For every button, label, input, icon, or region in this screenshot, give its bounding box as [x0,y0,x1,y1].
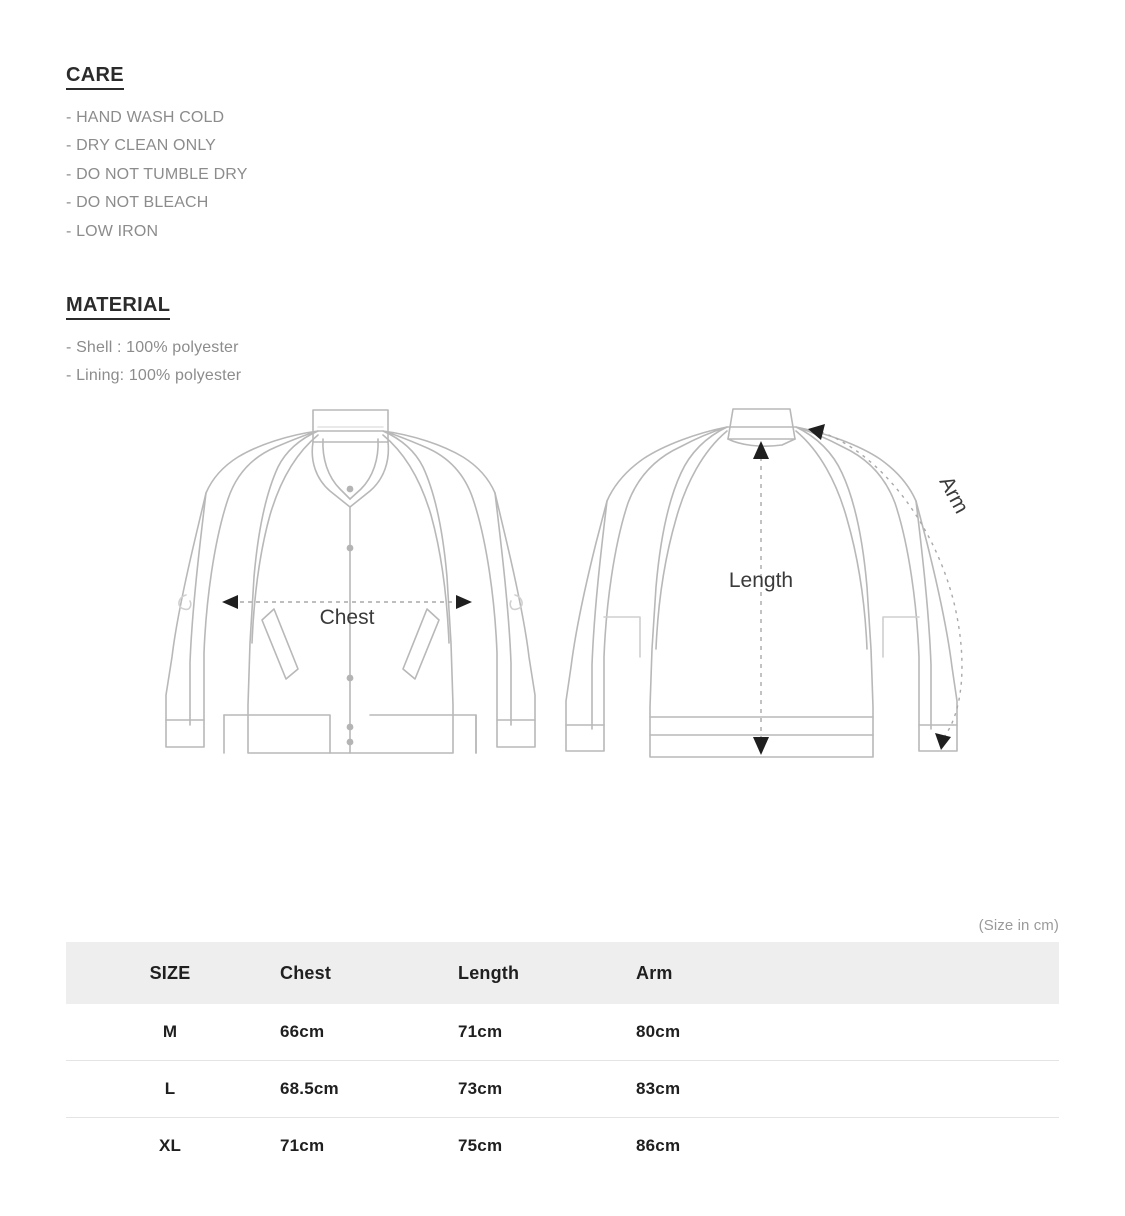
arm-label: Arm [934,472,973,518]
back-left-sleeve [566,427,727,751]
cell-length: 73cm [452,1061,630,1118]
care-item: - DO NOT TUMBLE DRY [66,165,248,183]
column-header-spacer [802,942,1059,1004]
care-item: - HAND WASH COLD [66,109,225,126]
material-section [66,294,241,391]
cell-chest: 71cm [280,1136,325,1155]
cell-spacer [802,1004,1059,1061]
front-collar-fold-right [350,439,378,499]
back-right-elbow [883,617,919,657]
size-table-header [66,942,1059,1004]
cell-size: XL [158,1136,182,1155]
front-right-pocket [403,609,439,679]
chest-label: Chest [319,606,375,629]
size-table [66,942,1059,1174]
care-heading: CARE [66,64,124,90]
snap-button [347,739,354,746]
column-header-chest: Chest [274,942,452,1004]
cell-size: L [66,1061,274,1118]
front-hem-band-right [370,715,476,753]
care-item: - DRY CLEAN ONLY [66,137,217,155]
cell-spacer [802,1061,1059,1118]
front-left-pocket [262,609,298,679]
arm-measurement [808,424,973,750]
cell-arm: 83cm [630,1061,802,1118]
column-header-arm: Arm [630,942,802,1004]
front-left-sleeve [166,431,318,747]
care-section [66,64,248,246]
cell-arm: 80cm [630,1004,802,1061]
back-right-sleeve [796,427,957,751]
material-list [66,334,241,391]
cell-length: 75cm [458,1136,503,1155]
care-item: - DO NOT BLEACH [66,194,209,212]
table-row [66,1061,1059,1118]
table-row [66,1118,1059,1175]
cell-chest: 66cm [274,1004,452,1061]
column-header-length: Length [452,942,630,1004]
arm-arrow-bottom [935,733,951,750]
length-arrow-bottom [753,737,769,755]
front-collar-stand [313,410,388,442]
chest-arrow-left [222,595,238,609]
size-table-body [66,1004,1059,1174]
front-hem-band-left [224,715,330,753]
back-left-raglan-seam [656,431,727,649]
back-collar [728,409,795,439]
snap-button [347,545,354,552]
snap-button [347,675,354,682]
material-item: - Lining: 100% polyester [66,367,242,385]
column-header-size: SIZE [66,942,274,1004]
front-right-raglan-seam [383,435,449,643]
cell-arm: 86cm [636,1136,681,1155]
back-left-elbow [604,617,640,657]
front-left-raglan-seam [252,435,318,643]
jacket-measurement-illustration [0,395,1125,780]
size-table-section [66,916,1059,1174]
front-collar-fold-left [323,439,350,499]
front-right-sleeve [383,431,535,747]
care-item: - LOW IRON [66,222,159,240]
table-header-row [66,942,1059,1004]
cell-spacer [802,1118,1059,1175]
snap-button [347,724,354,731]
care-list [66,104,248,246]
snap-button [347,486,354,493]
back-right-raglan-seam [796,431,867,649]
cell-size: M [66,1004,274,1061]
chest-measurement [222,595,472,629]
material-item: - Shell : 100% polyester [66,339,239,356]
material-heading: MATERIAL [66,294,170,320]
cell-length: 71cm [452,1004,630,1061]
cell-chest: 68.5cm [274,1061,452,1118]
chest-arrow-right [456,595,472,609]
jacket-front-view [166,410,535,753]
table-row [66,1004,1059,1061]
length-label: Length [728,569,794,592]
arm-dashed-curve [821,432,962,737]
length-measurement [729,441,793,755]
length-arrow-top [753,441,769,459]
unit-note: (Size in cm) [978,917,1059,934]
